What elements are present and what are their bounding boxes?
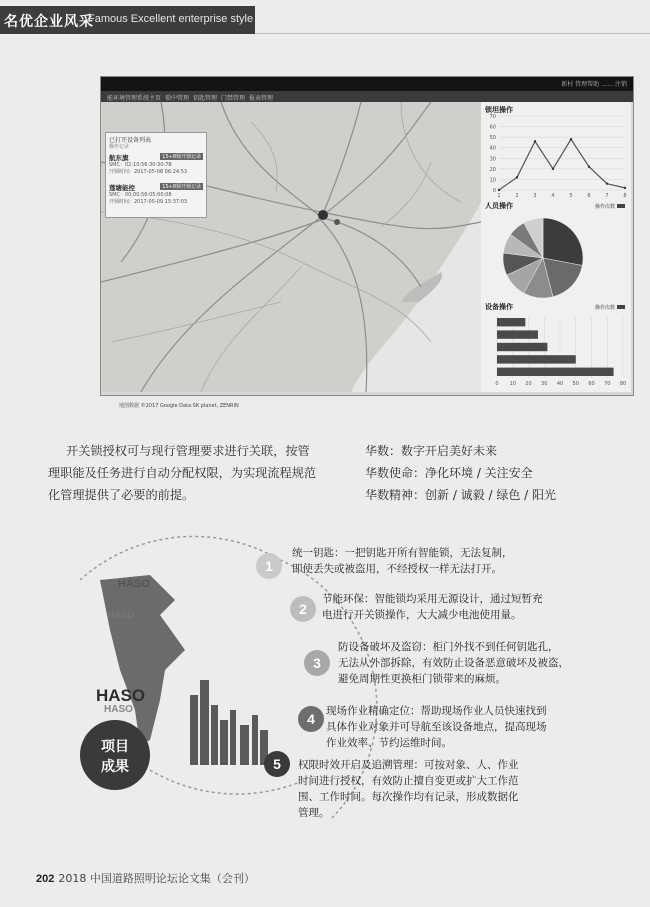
line-y-tick-label: 60 (489, 124, 496, 131)
feature-anti-theft (338, 639, 569, 687)
line-point (516, 176, 518, 178)
feature-line: 管理。 (298, 807, 330, 819)
device-unlock-time: 开锁时间：2017-05-08 06:24:53 (109, 169, 188, 175)
feature-positioning (326, 703, 547, 751)
intro-line: 化管理提供了必要的前提。 (48, 488, 195, 502)
line-y-tick-label: 10 (489, 177, 496, 184)
bar-x-tick-label: 0 (495, 381, 499, 387)
device-record[interactable] (109, 183, 203, 206)
stats-sidebar (481, 102, 631, 392)
bar-mark (497, 330, 538, 338)
line-point (552, 168, 554, 170)
header-divider (255, 33, 650, 34)
pie-chart (481, 212, 631, 304)
map-attribution: 地图数据 ©2017 Google Data·SK planet, ZENRIN (119, 403, 239, 409)
line-y-tick-label: 40 (489, 145, 496, 152)
bar-x-tick-label: 50 (572, 381, 579, 387)
line-point (498, 189, 500, 191)
bar-chart-title: 设备操作 (485, 303, 513, 311)
bar-x-tick-label: 60 (588, 381, 595, 387)
nav-item-report[interactable]: 报表管理 (249, 95, 274, 102)
line-y-tick-label: 20 (489, 166, 496, 173)
device-record[interactable] (109, 153, 203, 176)
company-slogans (365, 440, 625, 506)
bar-mark (497, 343, 547, 351)
pie-slice (543, 218, 583, 265)
intro-paragraph (48, 440, 348, 506)
feature-badge-1: 1 (256, 553, 282, 579)
bar-x-tick-label: 70 (604, 381, 611, 387)
line-point (588, 166, 590, 168)
bar-mark (497, 368, 614, 376)
feature-badge-2: 2 (290, 596, 316, 622)
feature-line: 权限时效开启及追溯管理：可按对象、人、作业 (298, 759, 519, 771)
line-chart (481, 110, 631, 198)
device-smc: SMC：00:00:56:05:00:08 (109, 192, 172, 198)
section-title-cn: 名优企业风采 (4, 14, 94, 30)
line-x-tick-label: 3 (533, 193, 537, 199)
feature-line: 时间进行授权，有效防止擅自变更或扩大工作范 (298, 775, 519, 787)
feature-line: 防设备破坏及盗窃：柜门外找不到任何钥匙孔， (338, 641, 559, 653)
bar-x-tick-label: 30 (541, 381, 548, 387)
line-series (499, 139, 625, 190)
project-results-emblem (80, 720, 150, 790)
line-chart-title: 锁坦操作 (485, 106, 513, 114)
feature-badge-3: 3 (304, 650, 330, 676)
brand-mark: HASO (118, 578, 150, 590)
emblem-line-1: 项目 (101, 739, 129, 755)
feature-line: 电进行开关锁操作，大大减少电池使用量。 (322, 609, 522, 621)
slogan-line: 华数：数字开启美好未来 (365, 444, 498, 458)
intro-line: 理职能及任务进行自动分配权限，为实现流程规范 (48, 466, 317, 480)
app-nav-bar (101, 91, 633, 102)
feature-line: 节能环保：智能锁均采用无源设计，通过短暂充 (322, 593, 543, 605)
line-x-tick-label: 5 (569, 193, 573, 199)
unlock-log-button[interactable]: 15+8锁开锁记录 (162, 184, 201, 190)
section-header (0, 6, 255, 34)
bar-chart (481, 312, 631, 390)
line-point (534, 140, 536, 142)
bar-mark (497, 355, 576, 363)
line-y-tick-label: 30 (489, 156, 496, 163)
line-point (624, 187, 626, 189)
panel-subtitle: 操作记录 (109, 144, 130, 150)
feature-line: 围、工作时间。每次操作均有记录，形成数据化 (298, 791, 519, 803)
device-unlock-time: 开锁时间：2017-05-09 15:37:03 (109, 199, 188, 205)
line-point (570, 138, 572, 140)
feature-line: 现场作业精确定位：帮助现场作业人员快速找到 (326, 705, 547, 717)
brand-mark: HASO (108, 610, 135, 620)
section-title-en: Famous Excellent enterprise style (88, 13, 254, 25)
slogan-line: 华数精神：创新 / 诚毅 / 绿色 / 阳光 (365, 488, 557, 502)
feature-line: 具体作业对象并可导航至该设备地点，提高现场 (326, 721, 547, 733)
line-x-tick-label: 2 (515, 193, 519, 199)
feature-line: 避免周期性更换柜门锁带来的麻烦。 (338, 673, 506, 685)
map-view[interactable] (101, 102, 481, 409)
nav-item-lock[interactable]: 锁中管理 (165, 95, 190, 102)
app-screenshot (100, 76, 634, 409)
line-x-tick-label: 1 (497, 193, 501, 199)
pie-legend-label: 操作次数 (594, 204, 615, 210)
feature-line: 即使丢失或被盗用，不经授权一样无法打开。 (292, 563, 502, 575)
line-x-tick-label: 4 (551, 193, 555, 199)
nav-item-key[interactable]: 钥匙管理 (193, 95, 218, 102)
brand-mark: HASO (104, 704, 133, 715)
slogan-line: 华数使命：净化环境 / 关注安全 (365, 466, 533, 480)
page-number: 202 (36, 873, 55, 885)
bar-mark (497, 318, 525, 326)
publication-title: 2018 中国道路照明论坛论文集（会刊） (58, 872, 255, 885)
bar-x-tick-label: 40 (556, 381, 564, 387)
top-right-links[interactable]: 新村 管理帮助 …… 注销 (561, 81, 627, 88)
device-name: 莲塘能控 (109, 184, 135, 192)
emblem-line-2: 成果 (101, 759, 129, 775)
panel-title: 已打开设备列表 (109, 137, 152, 144)
feature-energy-saving (322, 591, 543, 623)
line-x-tick-label: 6 (587, 193, 591, 199)
line-x-tick-label: 7 (605, 193, 609, 199)
bar-x-tick-label: 80 (619, 381, 627, 387)
bar-x-tick-label: 20 (525, 381, 532, 387)
page-footer (36, 870, 255, 886)
feature-badge-5: 5 (264, 751, 290, 777)
device-list-panel (105, 132, 207, 218)
line-y-tick-label: 70 (489, 114, 496, 120)
feature-line: 统一钥匙：一把钥匙开所有智能锁，无法复制， (292, 547, 513, 559)
unlock-log-button[interactable]: 15+8锁开锁记录 (162, 154, 201, 160)
bar-legend (595, 304, 625, 311)
line-x-tick-label: 8 (623, 193, 627, 199)
device-name: 航东旗 (109, 154, 129, 162)
feature-line: 作业效率、节约运维时间。 (326, 737, 452, 749)
device-smc: SMC：02:10:56:30:30:7B (109, 162, 172, 168)
line-y-tick-label: 0 (492, 188, 496, 194)
brand-logo: HASO (96, 686, 146, 705)
feature-unified-key (292, 545, 513, 577)
nav-item-door[interactable]: 门禁管理 (221, 95, 246, 102)
pie-legend (595, 203, 625, 210)
nav-item-home[interactable]: 能环境管理系统主页 (107, 95, 162, 102)
line-y-tick-label: 50 (489, 135, 496, 142)
bar-x-tick-label: 10 (509, 381, 516, 387)
feature-badge-4: 4 (298, 706, 324, 732)
feature-line: 无法从外部拆除，有效防止设备恶意破坏及被盗， (338, 657, 569, 669)
intro-line: 开关锁授权可与现行管理要求进行关联，按管 (66, 444, 310, 458)
feature-authorization (298, 757, 519, 821)
line-point (606, 182, 608, 184)
bar-legend-label: 操作次数 (594, 305, 615, 311)
app-top-bar (101, 77, 633, 91)
pie-chart-title: 人员操作 (485, 202, 513, 210)
